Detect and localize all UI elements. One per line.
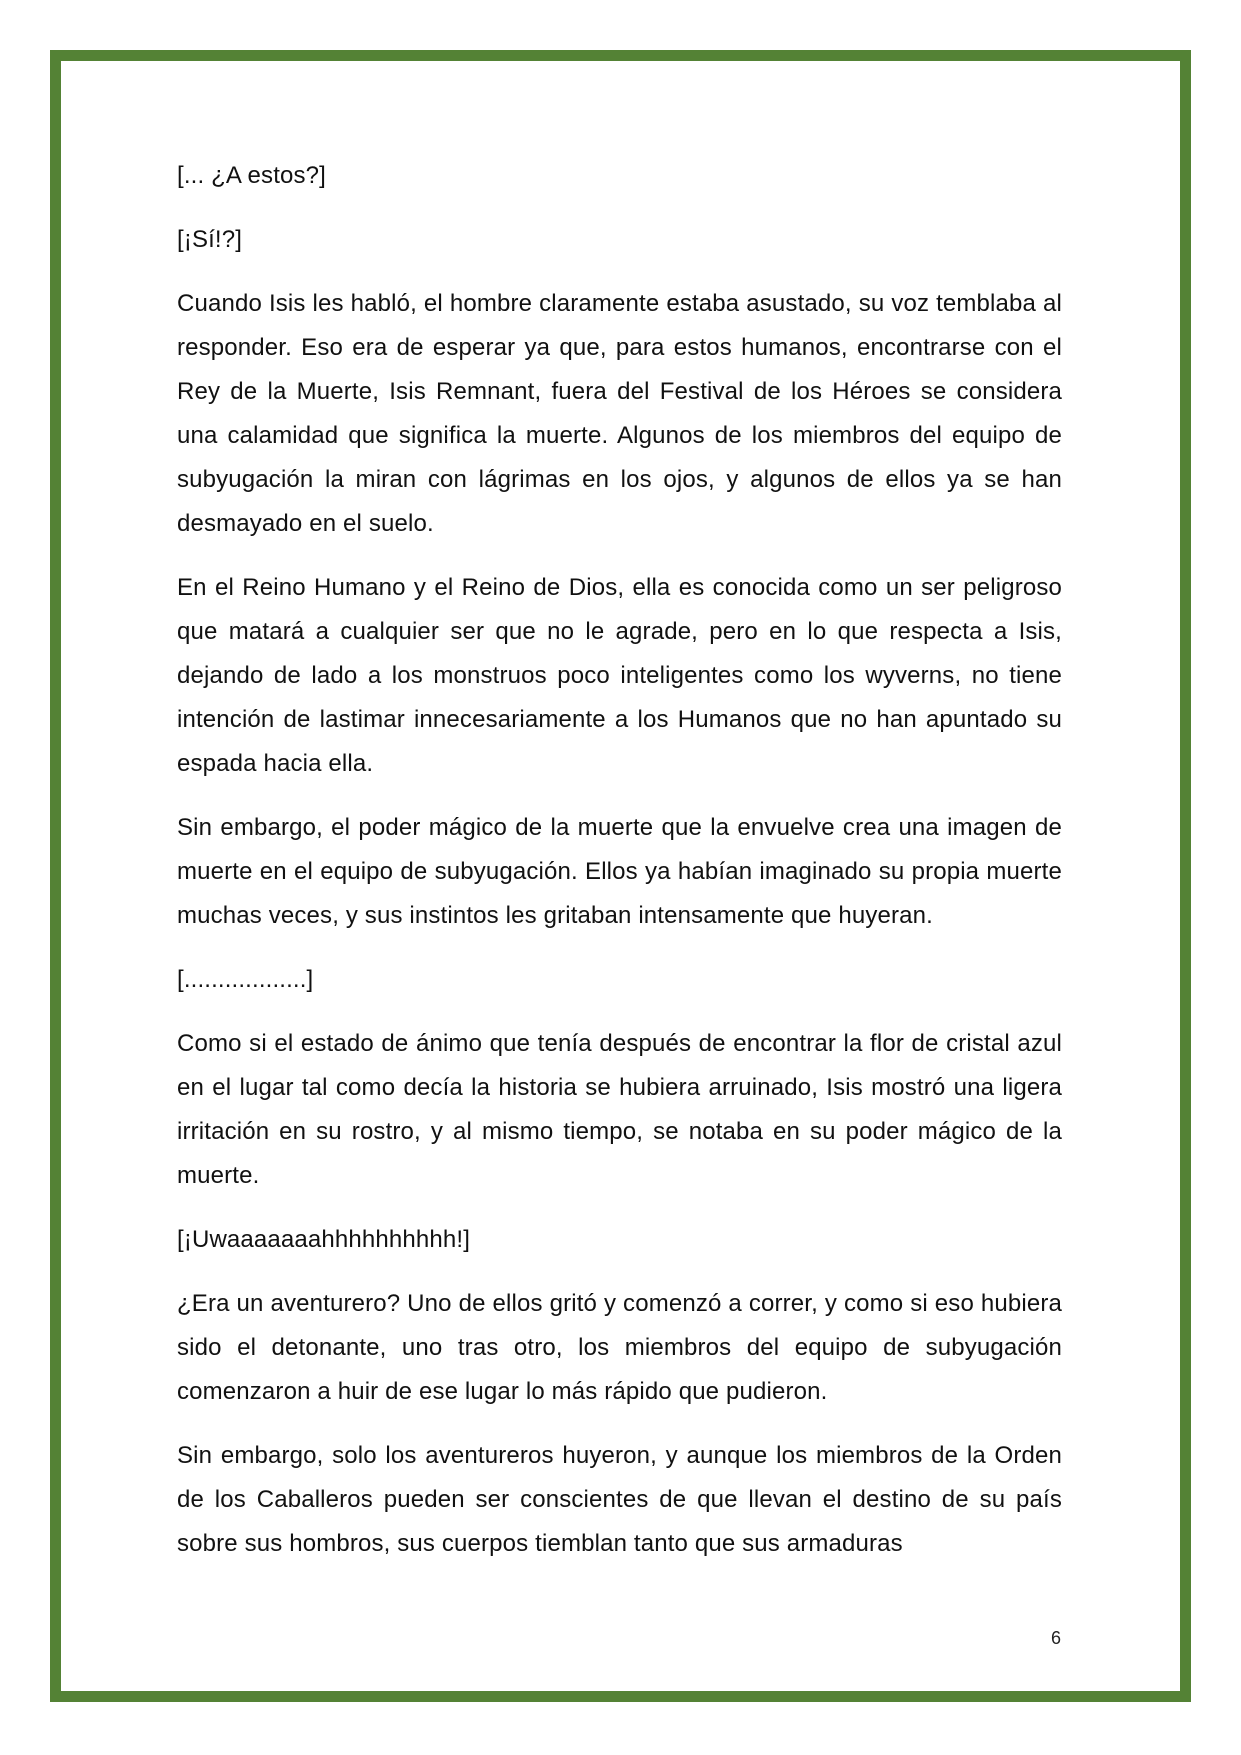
paragraph-2: [¡Sí!?] [177,226,243,253]
paragraph-7: Como si el estado de ánimo que tenía después de encontrar la flor de cristal azul en el lugar tal como decía la historia se hubiera arruinado, Isis mostró una ligera irritación en su rostro, y al mismo tiempo, se notaba en su poder mágico de la muerte. [177,1030,1062,1189]
paragraph-9: ¿Era un aventurero? Uno de ellos gritó y comenzó a correr, y como si eso hubiera sido el detonante, uno tras otro, los miembros del equipo de subyugación comenzaron a huir de ese lugar lo más rápido que pudieron. [177,1290,1062,1405]
paragraph-3: Cuando Isis les habló, el hombre claramente estaba asustado, su voz temblaba al responder. Eso era de esperar ya que, para estos humanos, encontrarse con el Rey de la Muerte, Isis Remnant, fuera del Festival de los Héroes se considera una calamidad que significa la muerte. Algunos de los miembros del equipo de subyugación la miran con lágrimas en los ojos, y algunos de ellos ya se han desmayado en el suelo. [177,290,1062,537]
paragraph-1: [... ¿A estos?] [177,162,326,189]
document-body [177,154,1062,1586]
paragraph-6: [..................] [177,966,314,993]
paragraph-10: Sin embargo, solo los aventureros huyeron, y aunque los miembros de la Orden de los Caballeros pueden ser conscientes de que llevan el destino de su país sobre sus hombros, sus cuerpos tiemblan tanto que sus armaduras [177,1442,1062,1557]
paragraph-8: [¡Uwaaaaaaahhhhhhhhhh!] [177,1226,471,1253]
page-number: 6 [1050,1628,1061,1648]
paragraph-5: Sin embargo, el poder mágico de la muerte que la envuelve crea una imagen de muerte en el equipo de subyugación. Ellos ya habían imaginado su propia muerte muchas veces, y sus instintos les gritaban intensamente que huyeran. [177,814,1062,929]
paragraph-4: En el Reino Humano y el Reino de Dios, ella es conocida como un ser peligroso que matará a cualquier ser que no le agrade, pero en lo que respecta a Isis, dejando de lado a los monstruos poco inteligentes como los wyverns, no tiene intención de lastimar innecesariamente a los Humanos que no han apuntado su espada hacia ella. [177,574,1062,777]
